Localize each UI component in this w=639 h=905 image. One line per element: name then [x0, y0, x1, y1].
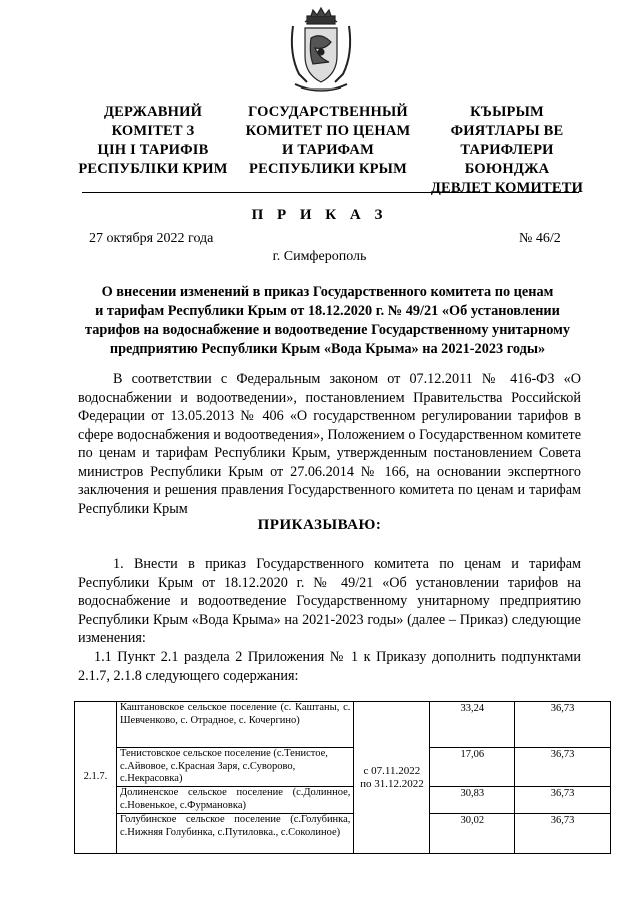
value1-cell: 30,02 [430, 814, 515, 854]
settlement-cell: Каштановское сельское поселение (с. Каштаны, с. Шевченково, с. Отрадное, с. Кочергино) [116, 702, 353, 748]
settlement-cell: Тенистовское сельское поселение (с.Тенистое, с.Айвовое, с.Красная Заря, с.Суворово, с.Некрасовка) [116, 748, 353, 787]
item-1-paragraph: 1. Внести в приказ Государственного комитета по ценам и тарифам Республики Крым от 18.12.2020 г. № 49/21 «Об установлении тарифов на водоснабжение и водоотведение Государственному унитарному предприятию Республики Крым «Вода Крыма» на 2021-2023 годы» (далее – Приказ) следующие изменения: [78, 556, 581, 646]
coat-of-arms-emblem [285, 4, 357, 94]
order-word: ПРИКАЗЫВАЮ: [257, 517, 382, 533]
header-line: ФИЯТЛАРЫ ВЕ [450, 123, 564, 139]
preamble-paragraph: В соответствии с Федеральным законом от 07.12.2011 № 416-ФЗ «О водоснабжении и водоотведении», постановлением Правительства Российской Федерации от 13.05.2013 № 406 «О государственном регулировании тарифов в сфере водоснабжения и водоотведения», Положением о Государственном комитете по ценам и тарифам Республики Крым, утвержденным постановлением Совета министров Республики Крым от 27.06.2014 № 166, на основании экспертного заключения и решения правления Государственного комитета по ценам и тарифам Республики Крым [78, 371, 581, 517]
table-row [75, 814, 611, 854]
header-line: ДЕРЖАВНИЙ [103, 104, 203, 120]
value2-cell: 36,73 [515, 814, 611, 854]
header-line: КОМИТЕТ ПО ЦЕНАМ [245, 123, 411, 139]
value1-cell: 33,24 [430, 702, 515, 748]
document-number: № 46/2 [519, 231, 561, 246]
tariff-table [74, 701, 611, 854]
table-row [75, 702, 611, 748]
value2-cell: 36,73 [515, 748, 611, 787]
settlement-cell: Голубинское сельское поселение (с.Голубинка, с.Нижняя Голубинка, с.Путиловка., с.Соколиное) [116, 814, 353, 854]
document-type: П Р И К А З [251, 207, 388, 223]
subject-line: тарифов на водоснабжение и водоотведение Государственному унитарному [85, 322, 570, 338]
header-center-russian [238, 103, 418, 179]
header-line: ТАРИФЛЕРИ БОЮНДЖА [460, 142, 554, 177]
row-number-cell: 2.1.7. [75, 702, 117, 854]
subject-line: предприятию Республики Крым «Вода Крыма» на 2021-2023 годы» [109, 341, 546, 357]
item-1-1-paragraph: 1.1 Пункт 2.1 раздела 2 Приложения № 1 к Приказу дополнить подпунктами 2.1.7, 2.1.8 следующего содержания: [78, 649, 581, 684]
value1-cell: 17,06 [430, 748, 515, 787]
header-right-crimean-tatar [418, 103, 596, 198]
period-cell: с 07.11.2022 по 31.12.2022 [354, 702, 430, 854]
header-line: ГОСУДАРСТВЕННЫЙ [248, 104, 408, 120]
subject-line: О внесении изменений в приказ Государственного комитета по ценам [101, 284, 554, 300]
document-subject [60, 283, 595, 359]
header-line: РЕСПУБЛІКИ КРИМ [78, 161, 228, 177]
header-line: КОМІТЕТ З [111, 123, 195, 139]
value2-cell: 36,73 [515, 787, 611, 814]
document-date: 27 октября 2022 года [89, 231, 214, 246]
subject-line: и тарифам Республики Крым от 18.12.2020 г. № 49/21 «Об установлении [95, 303, 560, 319]
header-line: РЕСПУБЛИКИ КРЫМ [249, 161, 407, 177]
header-line: КЪЫРЫМ [470, 104, 544, 120]
value1-cell: 30,83 [430, 787, 515, 814]
header-divider [82, 192, 579, 193]
value2-cell: 36,73 [515, 702, 611, 748]
header-line: И ТАРИФАМ [282, 142, 374, 158]
document-city: г. Симферополь [272, 249, 367, 264]
header-left-ukrainian [78, 103, 228, 179]
header-line: ДЕВЛЕТ КОМИТЕТИ [430, 180, 584, 196]
table-row [75, 748, 611, 787]
table-row [75, 787, 611, 814]
settlement-cell: Долиненское сельское поселение (с.Долинное, с.Новенькое, с.Фурмановка) [116, 787, 353, 814]
header-line: ЦІН І ТАРИФІВ [97, 142, 209, 158]
